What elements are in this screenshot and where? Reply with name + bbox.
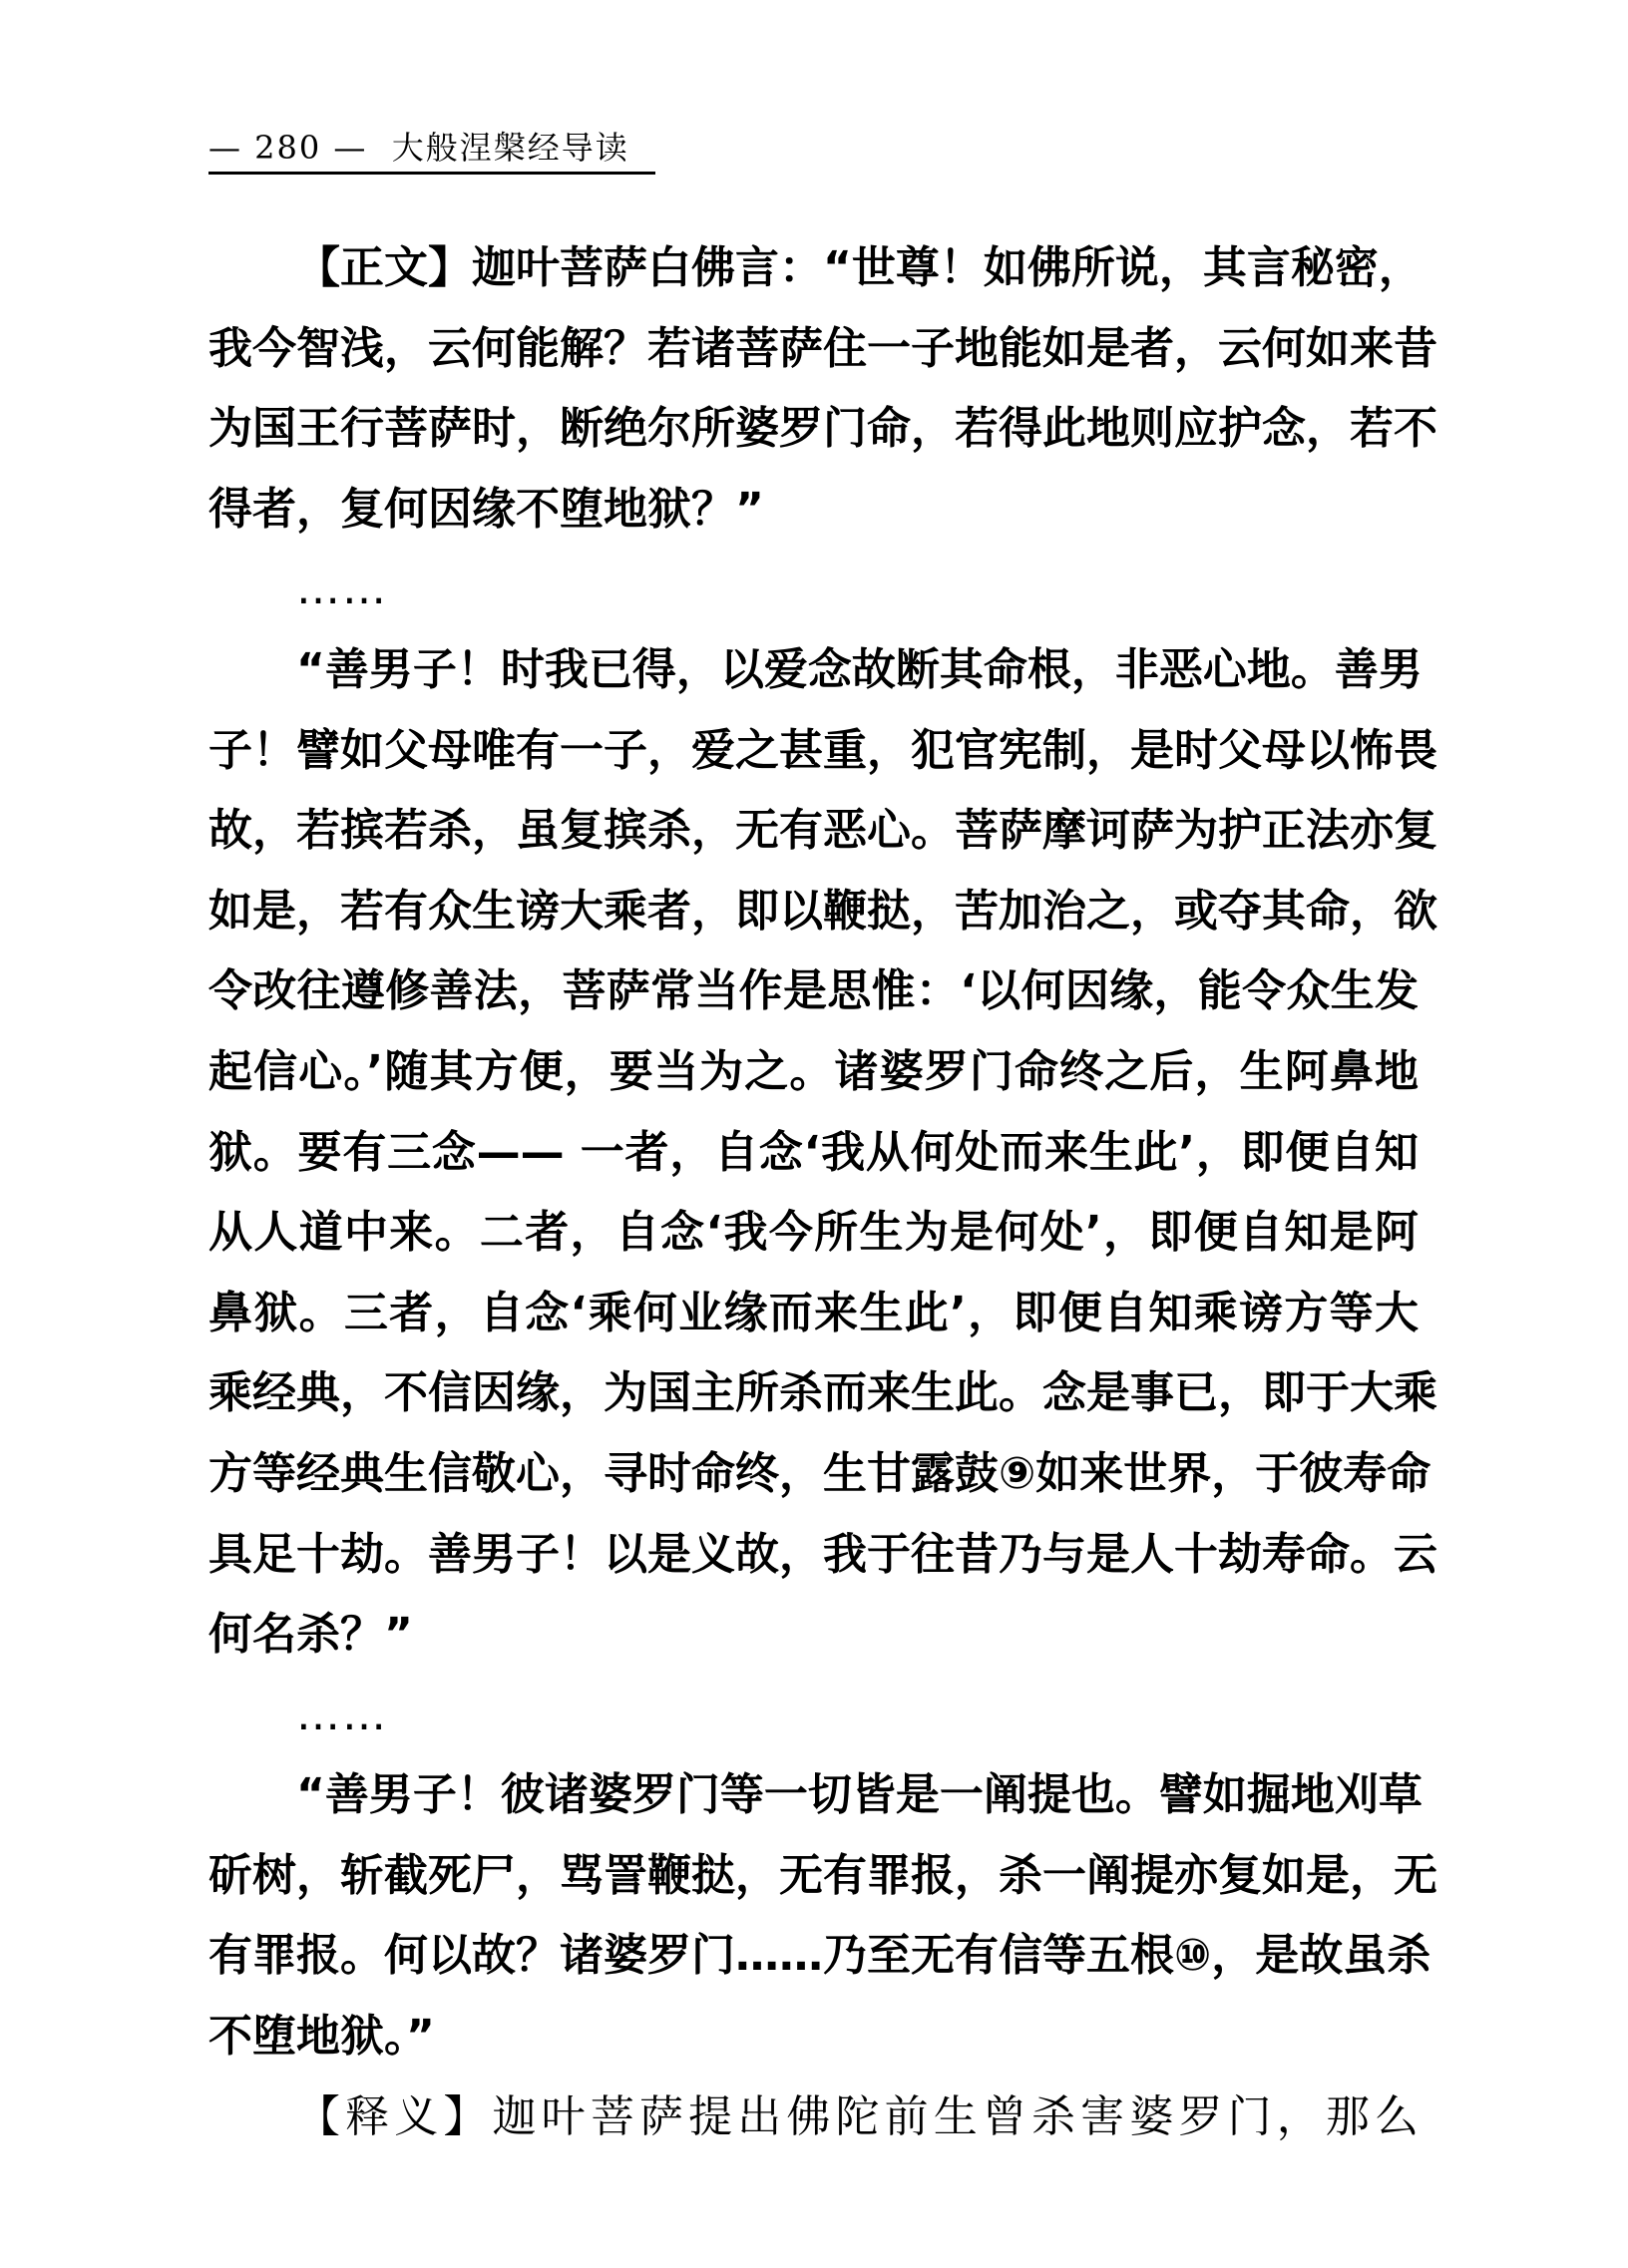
text-line: “善男子！彼诸婆罗门等一切皆是一阐提也。譬如掘地刈草 <box>296 1769 1423 1821</box>
text-line: 起信心。’随其方便，要当为之。诸婆罗门命终之后，生阿鼻地 <box>208 1045 1419 1097</box>
text-line: 不堕地狱。” <box>208 2011 435 2063</box>
text-line: 我今智浅，云何能解？若诸菩萨住一子地能如是者，云何如来昔 <box>208 322 1437 374</box>
text-line: 具足十劫。善男子！以是义故，我于往昔乃与是人十劫寿命。云 <box>208 1528 1437 1580</box>
text-line: 【释义】迦叶菩萨提出佛陀前生曾杀害婆罗门，那么 <box>296 2090 1419 2142</box>
text-line: 得者，复何因缘不堕地狱？” <box>208 483 764 535</box>
text-line: 乘经典，不信因缘，为国主所杀而来生此。念是事已，即于大乘 <box>208 1367 1437 1419</box>
text-line: 为国王行菩萨时，断绝尔所婆罗门命，若得此地则应护念，若不 <box>208 403 1437 455</box>
text-line: 斫树，斩截死尸，骂詈鞭挞，无有罪报，杀一阐提亦复如是，无 <box>208 1849 1437 1901</box>
page-number-and-book-title: — 280 — 大般涅槃经导读 <box>208 129 629 167</box>
text-line: 令改往遵修善法，菩萨常当作是思惟：‘以何因缘，能令众生发 <box>208 965 1419 1017</box>
text-line: 故，若摈若杀，虽复摈杀，无有恶心。菩萨摩诃萨为护正法亦复 <box>208 805 1437 857</box>
text-line: 【正文】迦叶菩萨白佛言：“世尊！如佛所说，其言秘密， <box>296 242 1423 293</box>
text-line: 如是，若有众生谤大乘者，即以鞭挞，苦加治之，或夺其命，欲 <box>208 885 1437 937</box>
text-line: 从人道中来。二者，自念‘我今所生为是何处’，即便自知是阿 <box>208 1207 1419 1259</box>
text-line: 有罪报。何以故？诸婆罗门……乃至无有信等五根⑩，是故虽杀 <box>208 1930 1431 1982</box>
text-line: 鼻狱。三者，自念‘乘何业缘而来生此’，即便自知乘谤方等大 <box>208 1287 1419 1338</box>
text-line: 狱。要有三念—— 一者，自念‘我从何处而来生此’，即便自知 <box>208 1126 1419 1178</box>
text-line: “善男子！时我已得，以爱念故断其命根，非恶心地。善男 <box>296 643 1423 695</box>
running-header <box>208 128 655 175</box>
body-text <box>208 228 1437 2157</box>
ellipsis-line: …… <box>296 1689 388 1740</box>
ellipsis-line: …… <box>296 564 388 615</box>
text-line: 何名杀？” <box>208 1609 413 1661</box>
text-line: 方等经典生信敬心，寻时命终，生甘露鼓⑨如来世界，于彼寿命 <box>208 1447 1431 1499</box>
text-line: 子！譬如父母唯有一子，爱之甚重，犯官宪制，是时父母以怖畏 <box>208 724 1437 776</box>
